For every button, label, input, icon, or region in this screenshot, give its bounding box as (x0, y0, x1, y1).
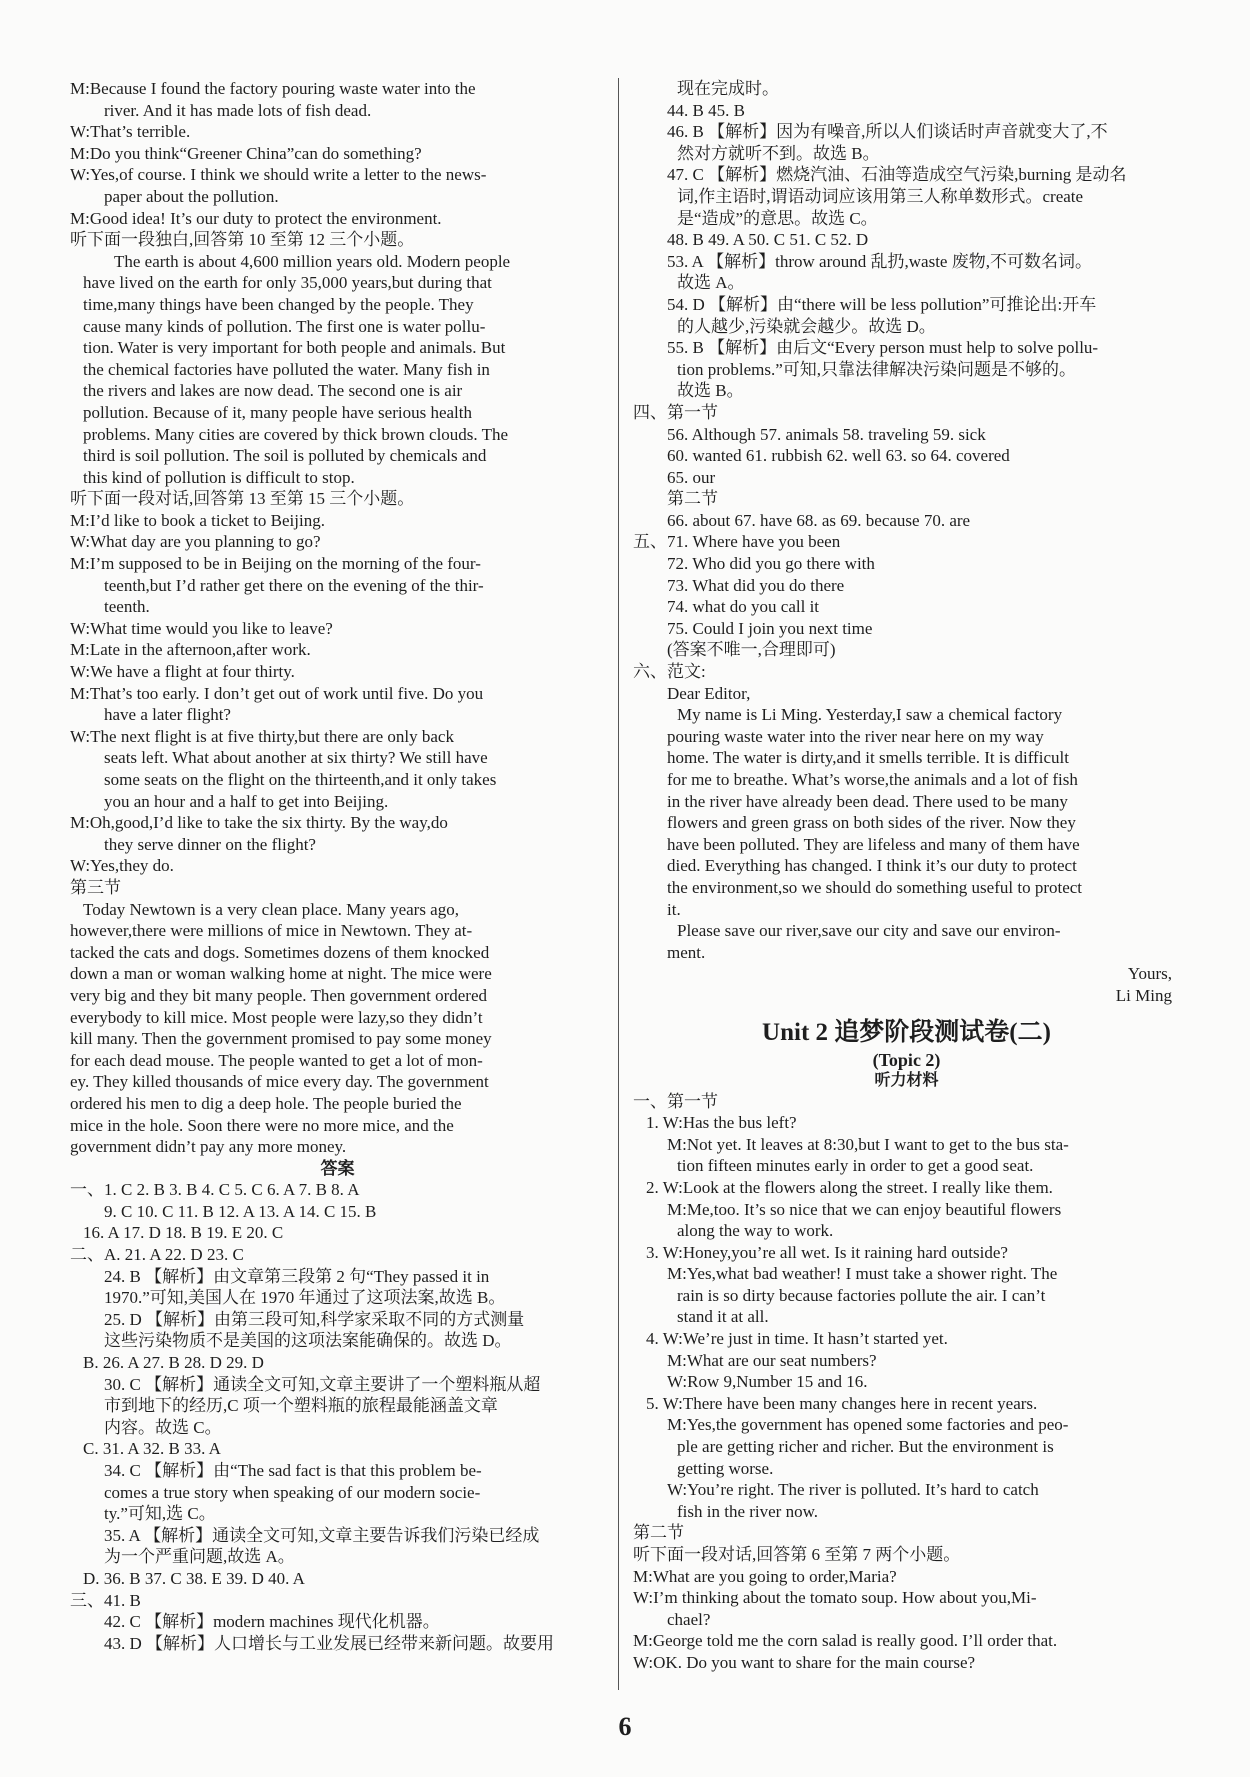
unit-subtitle: (Topic 2) (872, 1049, 941, 1070)
text-line: 35. A 【解析】通读全文可知,文章主要告诉我们污染已经成 (104, 1525, 540, 1545)
text-line: M:What are you going to order,Maria? (633, 1566, 897, 1586)
listening-material (633, 1091, 1180, 1674)
text-line: 为一个严重问题,故选 A。 (104, 1547, 295, 1567)
text-line: M:Late in the afternoon,after work. (70, 640, 311, 660)
text-line: 三、41. B (70, 1590, 141, 1610)
text-line: M:Yes,the government has opened some factories and peo- (667, 1415, 1069, 1435)
text-line: 44. B 45. B (667, 100, 745, 120)
text-line: for me to breathe. What’s worse,the animals and a lot of fish (667, 770, 1078, 789)
text-line: ple are getting richer and richer. But the environment is (677, 1437, 1054, 1457)
text-line: 第三节 (70, 877, 121, 897)
text-line: C. 31. A 32. B 33. A (83, 1439, 221, 1459)
text-line: paper about the pollution. (104, 186, 279, 206)
text-line: the rivers and lakes are now dead. The second one is air (83, 381, 463, 401)
text-line: 4. W:We’re just in time. It hasn’t started yet. (646, 1329, 948, 1349)
text-line: have been polluted. They are lifeless and many of them have (667, 834, 1080, 854)
text-line: Li Ming (1115, 985, 1172, 1005)
text-line: 市到地下的经历,C 项一个塑料瓶的旅程最能涵盖文章 (104, 1396, 498, 1416)
text-line: 一、1. C 2. B 3. B 4. C 5. C 6. A 7. B 8. A (70, 1180, 360, 1200)
text-line: 46. B 【解析】因为有噪音,所以人们谈话时声音就变大了,不 (667, 122, 1108, 142)
text-line: in the river have already been dead. There used to be many (667, 791, 1068, 811)
text-line: 2. W:Look at the flowers along the street. I really like them. (646, 1177, 1053, 1197)
text-line: ordered his men to dig a deep hole. The people buried the (70, 1093, 462, 1113)
right-column (633, 78, 1180, 1674)
text-line: tacked the cats and dogs. Sometimes dozens of them knocked (70, 942, 490, 962)
text-line: M:I’m supposed to be in Beijing on the morning of the four- (70, 554, 481, 574)
text-line: 听下面一段对话,回答第 13 至第 15 三个小题。 (70, 489, 415, 509)
text-line: getting worse. (677, 1458, 774, 1478)
text-line: M:That’s too early. I don’t get out of work until five. Do you (70, 683, 484, 703)
text-line: the chemical factories have polluted the water. Many fish in (83, 359, 490, 379)
text-line: however,there were millions of mice in Newtown. They at- (70, 921, 473, 941)
text-line: 故选 B。 (677, 381, 744, 401)
text-line: chael? (667, 1609, 711, 1629)
text-line: ey. They killed thousands of mice every day. The government (70, 1072, 489, 1092)
text-line: 16. A 17. D 18. B 19. E 20. C (83, 1223, 284, 1243)
text-line: 56. Although 57. animals 58. traveling 59. sick (667, 424, 986, 444)
text-line: 第二节 (667, 489, 718, 509)
text-line: 3. W:Honey,you’re all wet. Is it raining hard outside? (646, 1242, 1008, 1262)
text-line: M:George told me the corn salad is really good. I’ll order that. (633, 1631, 1058, 1651)
text-line: W:Row 9,Number 15 and 16. (667, 1372, 868, 1392)
text-line: M:I’d like to book a ticket to Beijing. (70, 510, 325, 530)
text-line: 43. D 【解析】人口增长与工业发展已经带来新问题。故要用 (104, 1633, 555, 1653)
text-line: My name is Li Ming. Yesterday,I saw a chemical factory (677, 705, 1063, 725)
text-line: W:The next flight is at five thirty,but there are only back (70, 726, 454, 746)
text-line: (答案不唯一,合理即可) (667, 640, 836, 660)
text-line: 55. B 【解析】由后文“Every person must help to solve pollu- (667, 338, 1099, 358)
text-line: 74. what do you call it (667, 597, 820, 617)
text-line: pouring waste water into the river near here on my way (667, 726, 1044, 746)
text-line: 65. our (667, 467, 716, 487)
text-line: 六、范文: (633, 662, 706, 682)
text-line: home. The water is dirty,and it smells terrible. It is difficult (667, 748, 1069, 768)
text-line: along the way to work. (677, 1221, 834, 1241)
text-line: Yours, (1127, 964, 1172, 984)
section-title: 听力材料 (874, 1071, 939, 1089)
text-line: 1. W:Has the bus left? (646, 1113, 797, 1133)
text-line: you an hour and a half to get into Beijing. (104, 791, 389, 811)
text-line: time,many things have been changed by the people. They (83, 294, 474, 314)
text-line: 53. A 【解析】throw around 乱扔,waste 废物,不可数名词。 (667, 251, 1092, 271)
text-line: D. 36. B 37. C 38. E 39. D 40. A (83, 1568, 305, 1588)
text-line: W:What day are you planning to go? (70, 532, 321, 552)
column-divider (618, 78, 619, 1690)
text-line: ty.”可知,选 C。 (104, 1504, 216, 1524)
text-line: 故选 A。 (677, 273, 745, 293)
text-line: 1970.”可知,美国人在 1970 年通过了这项法案,故选 B。 (104, 1288, 506, 1308)
text-line: 然对方就听不到。故选 B。 (677, 143, 880, 163)
text-line: 9. C 10. C 11. B 12. A 13. A 14. C 15. B (104, 1201, 377, 1221)
text-line: rain is so dirty because factories pollute the air. I can’t (677, 1285, 1046, 1305)
text-line: tion fifteen minutes early in order to get a good seat. (677, 1156, 1034, 1176)
text-line: B. 26. A 27. B 28. D 29. D (83, 1353, 264, 1373)
text-line: river. And it has made lots of fish dead. (104, 100, 372, 120)
text-line: 五、71. Where have you been (633, 532, 841, 552)
text-line: 是“造成”的意思。故选 C。 (677, 208, 878, 228)
page-number: 6 (618, 1712, 632, 1741)
text-line: Today Newtown is a very clean place. Many years ago, (83, 899, 459, 919)
text-line: tion problems.”可知,只靠法律解决污染问题是不够的。 (677, 359, 1077, 379)
text-line: teenth. (104, 597, 150, 617)
text-line: M:Me,too. It’s so nice that we can enjoy beautiful flowers (667, 1199, 1062, 1219)
text-line: everybody to kill mice. Most people were lazy,so they didn’t (70, 1007, 483, 1027)
text-line: 60. wanted 61. rubbish 62. well 63. so 64. covered (667, 446, 1010, 466)
text-line: 5. W:There have been many changes here in recent years. (646, 1393, 1038, 1413)
text-line: M:Not yet. It leaves at 8:30,but I want to get to the bus sta- (667, 1134, 1069, 1154)
text-line: seats left. What about another at six thirty? We still have (104, 748, 488, 768)
text-line: W:You’re right. The river is polluted. It’s hard to catch (667, 1480, 1039, 1500)
text-line: have lived on the earth for only 35,000 years,but during that (83, 273, 492, 293)
text-line: tion. Water is very important for both people and animals. But (83, 338, 506, 358)
text-line: 这些污染物质不是美国的这项法案能确保的。故选 D。 (104, 1331, 512, 1351)
text-line: 72. Who did you go there with (667, 554, 875, 574)
text-line: 73. What did you do there (667, 575, 845, 595)
text-line: some seats on the flight on the thirteenth,and it only takes (104, 770, 497, 789)
text-line: W:Yes,of course. I think we should write a letter to the news- (70, 165, 487, 185)
text-line: 75. Could I join you next time (667, 618, 873, 638)
text-line: W:Yes,they do. (70, 856, 174, 876)
text-line: 内容。故选 C。 (104, 1417, 222, 1437)
text-line: 第二节 (633, 1523, 684, 1543)
text-line: 25. D 【解析】由第三段可知,科学家采取不同的方式测量 (104, 1309, 525, 1329)
text-line: 听下面一段独白,回答第 10 至第 12 三个小题。 (70, 230, 415, 250)
text-line: 48. B 49. A 50. C 51. C 52. D (667, 230, 869, 250)
text-line: stand it at all. (677, 1307, 769, 1327)
left-column (70, 78, 605, 1654)
text-line: Dear Editor, (667, 683, 751, 703)
text-line: government didn’t pay any more money. (70, 1137, 347, 1157)
unit-heading (633, 1017, 1180, 1091)
text-line: M:Because I found the factory pouring waste water into the (70, 79, 476, 98)
text-line: M:Do you think“Greener China”can do something? (70, 143, 422, 163)
unit-title: Unit 2 追梦阶段测试卷(二) (762, 1018, 1051, 1046)
text-line: 一、第一节 (633, 1091, 718, 1111)
text-line: 现在完成时。 (677, 79, 779, 98)
text-line: flowers and green grass on both sides of the river. Now they (667, 813, 1076, 833)
text-line: it. (667, 899, 681, 919)
text-line: very big and they bit many people. Then government ordered (70, 985, 488, 1005)
text-line: 答案 (320, 1158, 355, 1178)
text-line: kill many. Then the government promised to pay some money (70, 1029, 492, 1049)
text-line: third is soil pollution. The soil is polluted by chemicals and (83, 446, 487, 466)
text-line: M:Yes,what bad weather! I must take a shower right. The (667, 1264, 1058, 1284)
text-line: died. Everything has changed. I think it’s our duty to protect (667, 856, 1077, 876)
text-line: 的人越少,污染就会越少。故选 D。 (677, 316, 936, 336)
text-line: ment. (667, 942, 706, 962)
text-line: they serve dinner on the flight? (104, 834, 316, 854)
text-line: 34. C 【解析】由“The sad fact is that this problem be- (104, 1461, 482, 1480)
text-line: W:OK. Do you want to share for the main course? (633, 1652, 976, 1672)
text-line: mice in the hole. Soon there were no more mice, and the (70, 1115, 454, 1135)
text-line: 30. C 【解析】通读全文可知,文章主要讲了一个塑料瓶从超 (104, 1374, 541, 1394)
text-line: 词,作主语时,谓语动词应该用第三人称单数形式。create (677, 186, 1084, 206)
text-line: comes a true story when speaking of our modern socie- (104, 1482, 481, 1502)
text-line: M:Oh,good,I’d like to take the six thirty. By the way,do (70, 813, 448, 833)
text-line: cause many kinds of pollution. The first one is water pollu- (83, 316, 486, 336)
text-line: 二、A. 21. A 22. D 23. C (70, 1245, 244, 1265)
text-line: The earth is about 4,600 million years old. Modern people (114, 251, 511, 271)
text-line: for each dead mouse. The people wanted to get a lot of mon- (70, 1050, 483, 1070)
text-line: 47. C 【解析】燃烧汽油、石油等造成空气污染,burning 是动名 (667, 165, 1127, 185)
text-line: 54. D 【解析】由“there will be less pollution”可推论出:开车 (667, 294, 1097, 314)
text-line: this kind of pollution is difficult to stop. (83, 467, 355, 487)
text-line: W:We have a flight at four thirty. (70, 662, 295, 682)
text-line: 四、第一节 (633, 402, 718, 422)
text-line: problems. Many cities are covered by thick brown clouds. The (83, 424, 509, 444)
text-line: teenth,but I’d rather get there on the evening of the thir- (104, 575, 484, 595)
text-line: pollution. Because of it, many people have serious health (83, 402, 473, 422)
text-line: W:What time would you like to leave? (70, 618, 333, 638)
text-line: have a later flight? (104, 705, 231, 725)
answer-key-continued (633, 78, 1180, 1007)
text-line: Please save our river,save our city and save our environ- (677, 921, 1061, 941)
text-line: down a man or woman walking home at night. The mice were (70, 964, 492, 984)
text-line: 66. about 67. have 68. as 69. because 70. are (667, 510, 971, 530)
text-line: the environment,so we should do something useful to protect (667, 877, 1083, 897)
text-line: 24. B 【解析】由文章第三段第 2 句“They passed it in (104, 1266, 490, 1286)
text-line: M:What are our seat numbers? (667, 1350, 877, 1370)
text-line: W:I’m thinking about the tomato soup. How about you,Mi- (633, 1588, 1037, 1608)
text-line: fish in the river now. (677, 1501, 819, 1521)
text-line: 42. C 【解析】modern machines 现代化机器。 (104, 1612, 440, 1632)
text-line: M:Good idea! It’s our duty to protect the environment. (70, 208, 442, 228)
text-line: W:That’s terrible. (70, 122, 191, 142)
text-line: 听下面一段对话,回答第 6 至第 7 两个小题。 (633, 1545, 961, 1564)
